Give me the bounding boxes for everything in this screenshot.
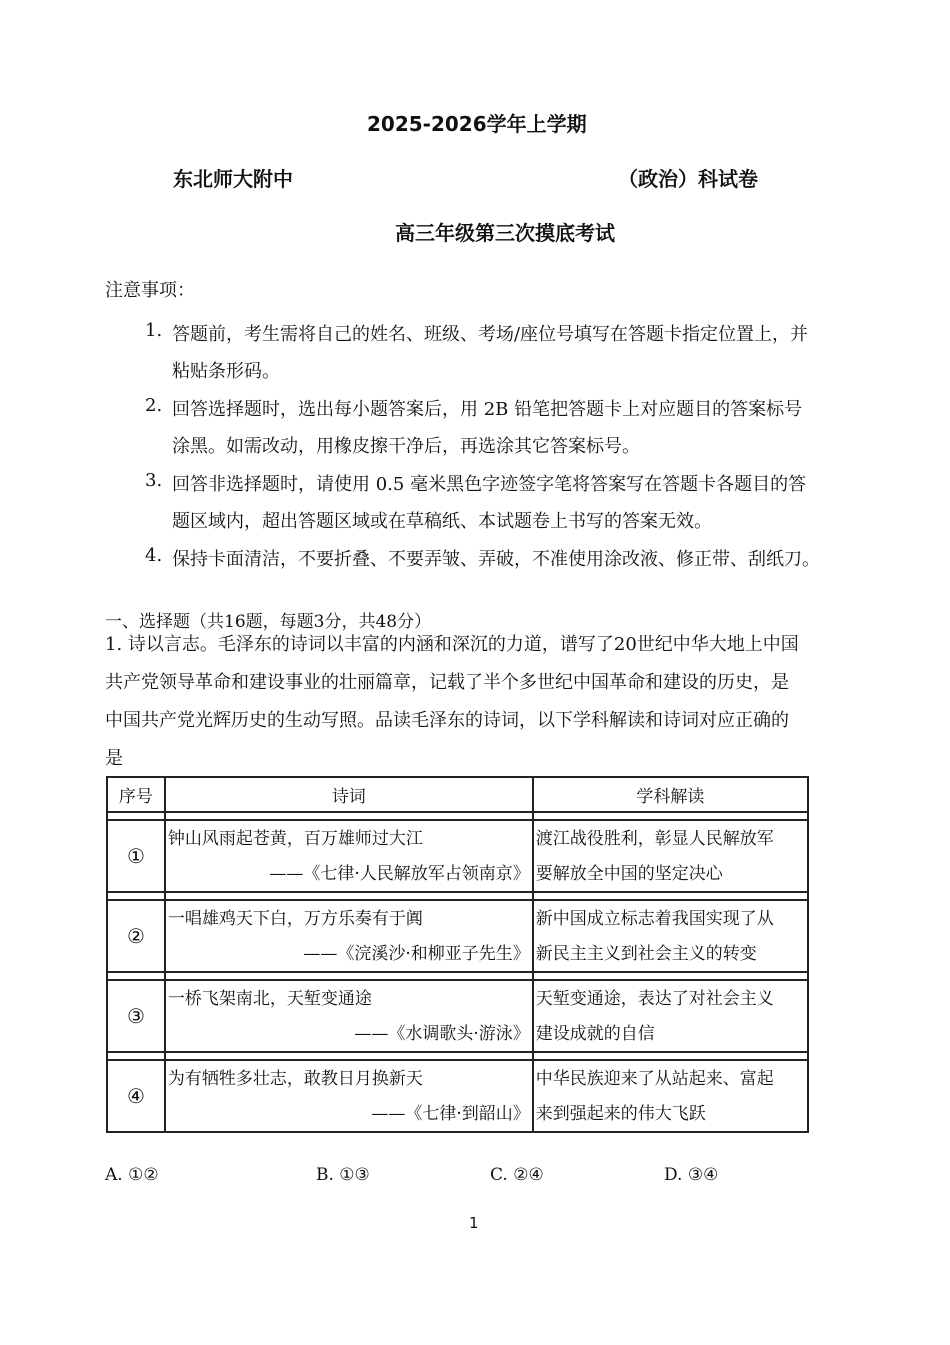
note-number: 4. [145,545,163,566]
poem-source: ——《浣溪沙·和柳亚子先生》 [303,944,530,964]
interpretation-line: 来到强起来的伟大飞跃 [535,1104,706,1124]
option-d: D. ③④ [664,1165,719,1185]
poem-table [106,776,809,1133]
poem-cell [165,900,533,972]
interpretation-cell [533,980,808,1052]
interpretation-cell [533,1060,808,1132]
note-number: 1. [145,320,163,341]
note-text: 粘贴条形码。 [172,361,280,382]
note-number: 3. [145,470,163,491]
poem-cell [165,820,533,892]
page-number: 1 [469,1214,479,1232]
interpretation-line: 中华民族迎来了从站起来、富起 [535,1069,774,1089]
interpretation-line: 新民主主义到社会主义的转变 [535,944,757,964]
interpretation-line: 要解放全中国的坚定决心 [535,864,723,884]
exam-title: 高三年级第三次摸底考试 [395,221,615,245]
table-row [107,1060,808,1132]
table-row [107,820,808,892]
interpretation-line: 建设成就的自信 [535,1024,655,1044]
section-title: 一、选择题（共16题，每题3分，共48分） [105,612,432,632]
poem-source: ——《七律·人民解放军占领南京》 [269,864,530,884]
note-number: 2. [145,395,163,416]
note-text: 回答非选择题时，请使用 0.5 毫米黑色字迹签字笔将答案写在答题卡各题目的答 [172,474,807,495]
note-text: 答题前，考生需将自己的姓名、班级、考场/座位号填写在答题卡指定位置上，并 [172,324,809,345]
table-header-row [107,777,808,812]
interpretation-line: 天堑变通途，表达了对社会主义 [535,989,774,1009]
option-b: B. ①③ [316,1165,370,1185]
note-text: 题区域内，超出答题区域或在草稿纸、本试题卷上书写的答案无效。 [172,511,712,532]
poem-line: 一桥飞架南北，天堑变通途 [167,989,372,1009]
poem-line: 一唱雄鸡天下白，万方乐奏有于阗 [167,909,423,929]
interpretation-cell [533,900,808,972]
question-text: 共产党领导革命和建设事业的壮丽篇章，记载了半个多世纪中国革命和建设的历史，是 [105,672,789,693]
header-poem: 诗词 [165,777,533,812]
row-number: ③ [107,980,165,1052]
row-number: ② [107,900,165,972]
term-title: 2025-2026学年上学期 [367,112,587,136]
subject-title: （政治）科试卷 [618,167,758,191]
question-text: 1. 诗以言志。毛泽东的诗词以丰富的内涵和深沉的力道，谱写了20世纪中华大地上中国 [105,634,799,655]
notes-title: 注意事项： [105,280,195,301]
interpretation-line: 新中国成立标志着我国实现了从 [535,909,774,929]
poem-line: 钟山风雨起苍黄，百万雄师过大江 [167,829,423,849]
header-interpretation: 学科解读 [533,777,808,812]
poem-cell [165,1060,533,1132]
interpretation-cell [533,820,808,892]
school-name: 东北师大附中 [173,167,293,191]
question-text: 中国共产党光辉历史的生动写照。品读毛泽东的诗词，以下学科解读和诗词对应正确的 [105,710,789,731]
interpretation-line: 渡江战役胜利，彰显人民解放军 [535,829,774,849]
note-text: 涂黑。如需改动，用橡皮擦干净后，再选涂其它答案标号。 [172,436,640,457]
table-row [107,980,808,1052]
option-c: C. ②④ [490,1165,544,1185]
header-number: 序号 [107,777,165,812]
note-text: 回答选择题时，选出每小题答案后，用 2B 铅笔把答题卡上对应题目的答案标号 [172,399,803,420]
table-row [107,900,808,972]
poem-line: 为有牺牲多壮志，敢教日月换新天 [167,1069,423,1089]
row-number: ① [107,820,165,892]
question-text: 是 [105,748,123,769]
note-text: 保持卡面清洁，不要折叠、不要弄皱、弄破，不准使用涂改液、修正带、刮纸刀。 [172,549,820,570]
option-a: A. ①② [105,1165,159,1185]
poem-source: ——《水调歌头·游泳》 [354,1024,530,1044]
row-number: ④ [107,1060,165,1132]
poem-source: ——《七律·到韶山》 [371,1104,530,1124]
poem-cell [165,980,533,1052]
